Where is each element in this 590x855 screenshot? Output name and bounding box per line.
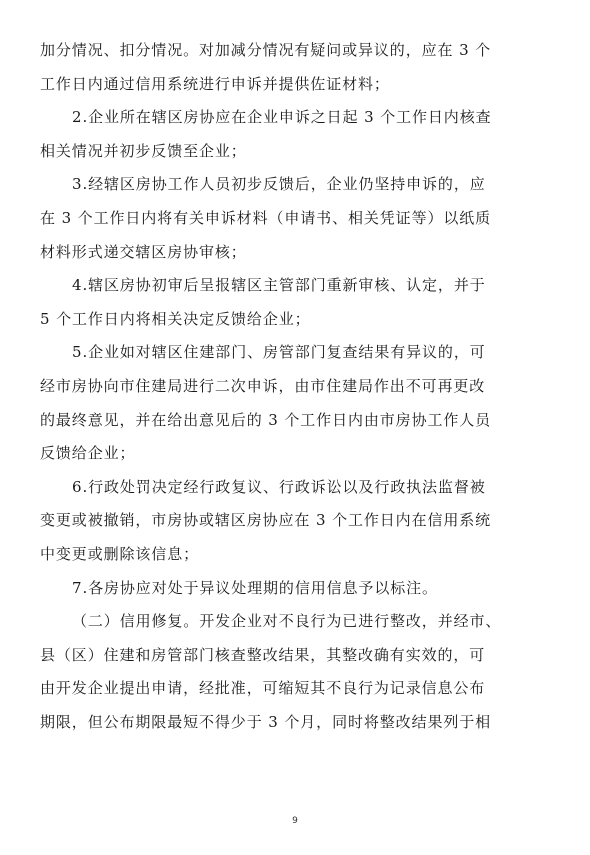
text-line: 变更或被撤销，市房协或辖区房协应在 3 个工作日内在信用系统	[40, 511, 492, 530]
text-line: 材料形式递交辖区房协审核；	[40, 242, 247, 261]
text-line: 4.辖区房协初审后呈报辖区主管部门重新审核、认定，并于	[72, 276, 486, 295]
text-line: 由开发企业提出申请，经批准，可缩短其不良行为记录信息公布	[40, 679, 486, 698]
text-line: 期限，但公布期限最短不得少于 3 个月，同时将整改结果列于相	[40, 713, 492, 731]
text-line: 2.企业所在辖区房协应在企业申诉之日起 3 个工作日内核查	[72, 108, 492, 127]
text-line: 加分情况、扣分情况。对加减分情况有疑问或异议的，应在 3 个	[40, 41, 492, 59]
text-line: 相关情况并初步反馈至企业；	[40, 141, 247, 160]
text-line: 反馈给企业；	[40, 444, 136, 463]
text-line: 工作日内通过信用系统进行申诉并提供佐证材料；	[40, 74, 390, 93]
text-line: 县（区）住建和房管部门核查整改结果，其整改确有实效的，可	[40, 645, 486, 664]
text-line: 的最终意见，并在给出意见后的 3 个工作日内由市房协工作人员	[40, 410, 492, 429]
text-line: 3.经辖区房协工作人员初步反馈后，企业仍坚持申诉的，应	[72, 175, 486, 194]
text-line: 经市房协向市住建局进行二次申诉，由市住建局作出不可再更改	[40, 377, 486, 395]
text-line: （二）信用修复。开发企业对不良行为已进行整改，并经市、	[72, 612, 502, 631]
text-line: 5 个工作日内将相关决定反馈给企业；	[40, 309, 311, 328]
text-line: 7.各房协应对处于异议处理期的信用信息予以标注。	[72, 578, 438, 597]
text-line: 5.企业如对辖区住建部门、房管部门复查结果有异议的，可	[72, 343, 486, 362]
text-line: 6.行政处罚决定经行政复议、行政诉讼以及行政执法监督被	[72, 477, 486, 496]
page-number: 9	[292, 816, 298, 826]
text-line: 中变更或删除该信息；	[40, 545, 200, 563]
text-line: 在 3 个工作日内将有关申诉材料（申请书、相关凭证等）以纸质	[40, 209, 492, 227]
